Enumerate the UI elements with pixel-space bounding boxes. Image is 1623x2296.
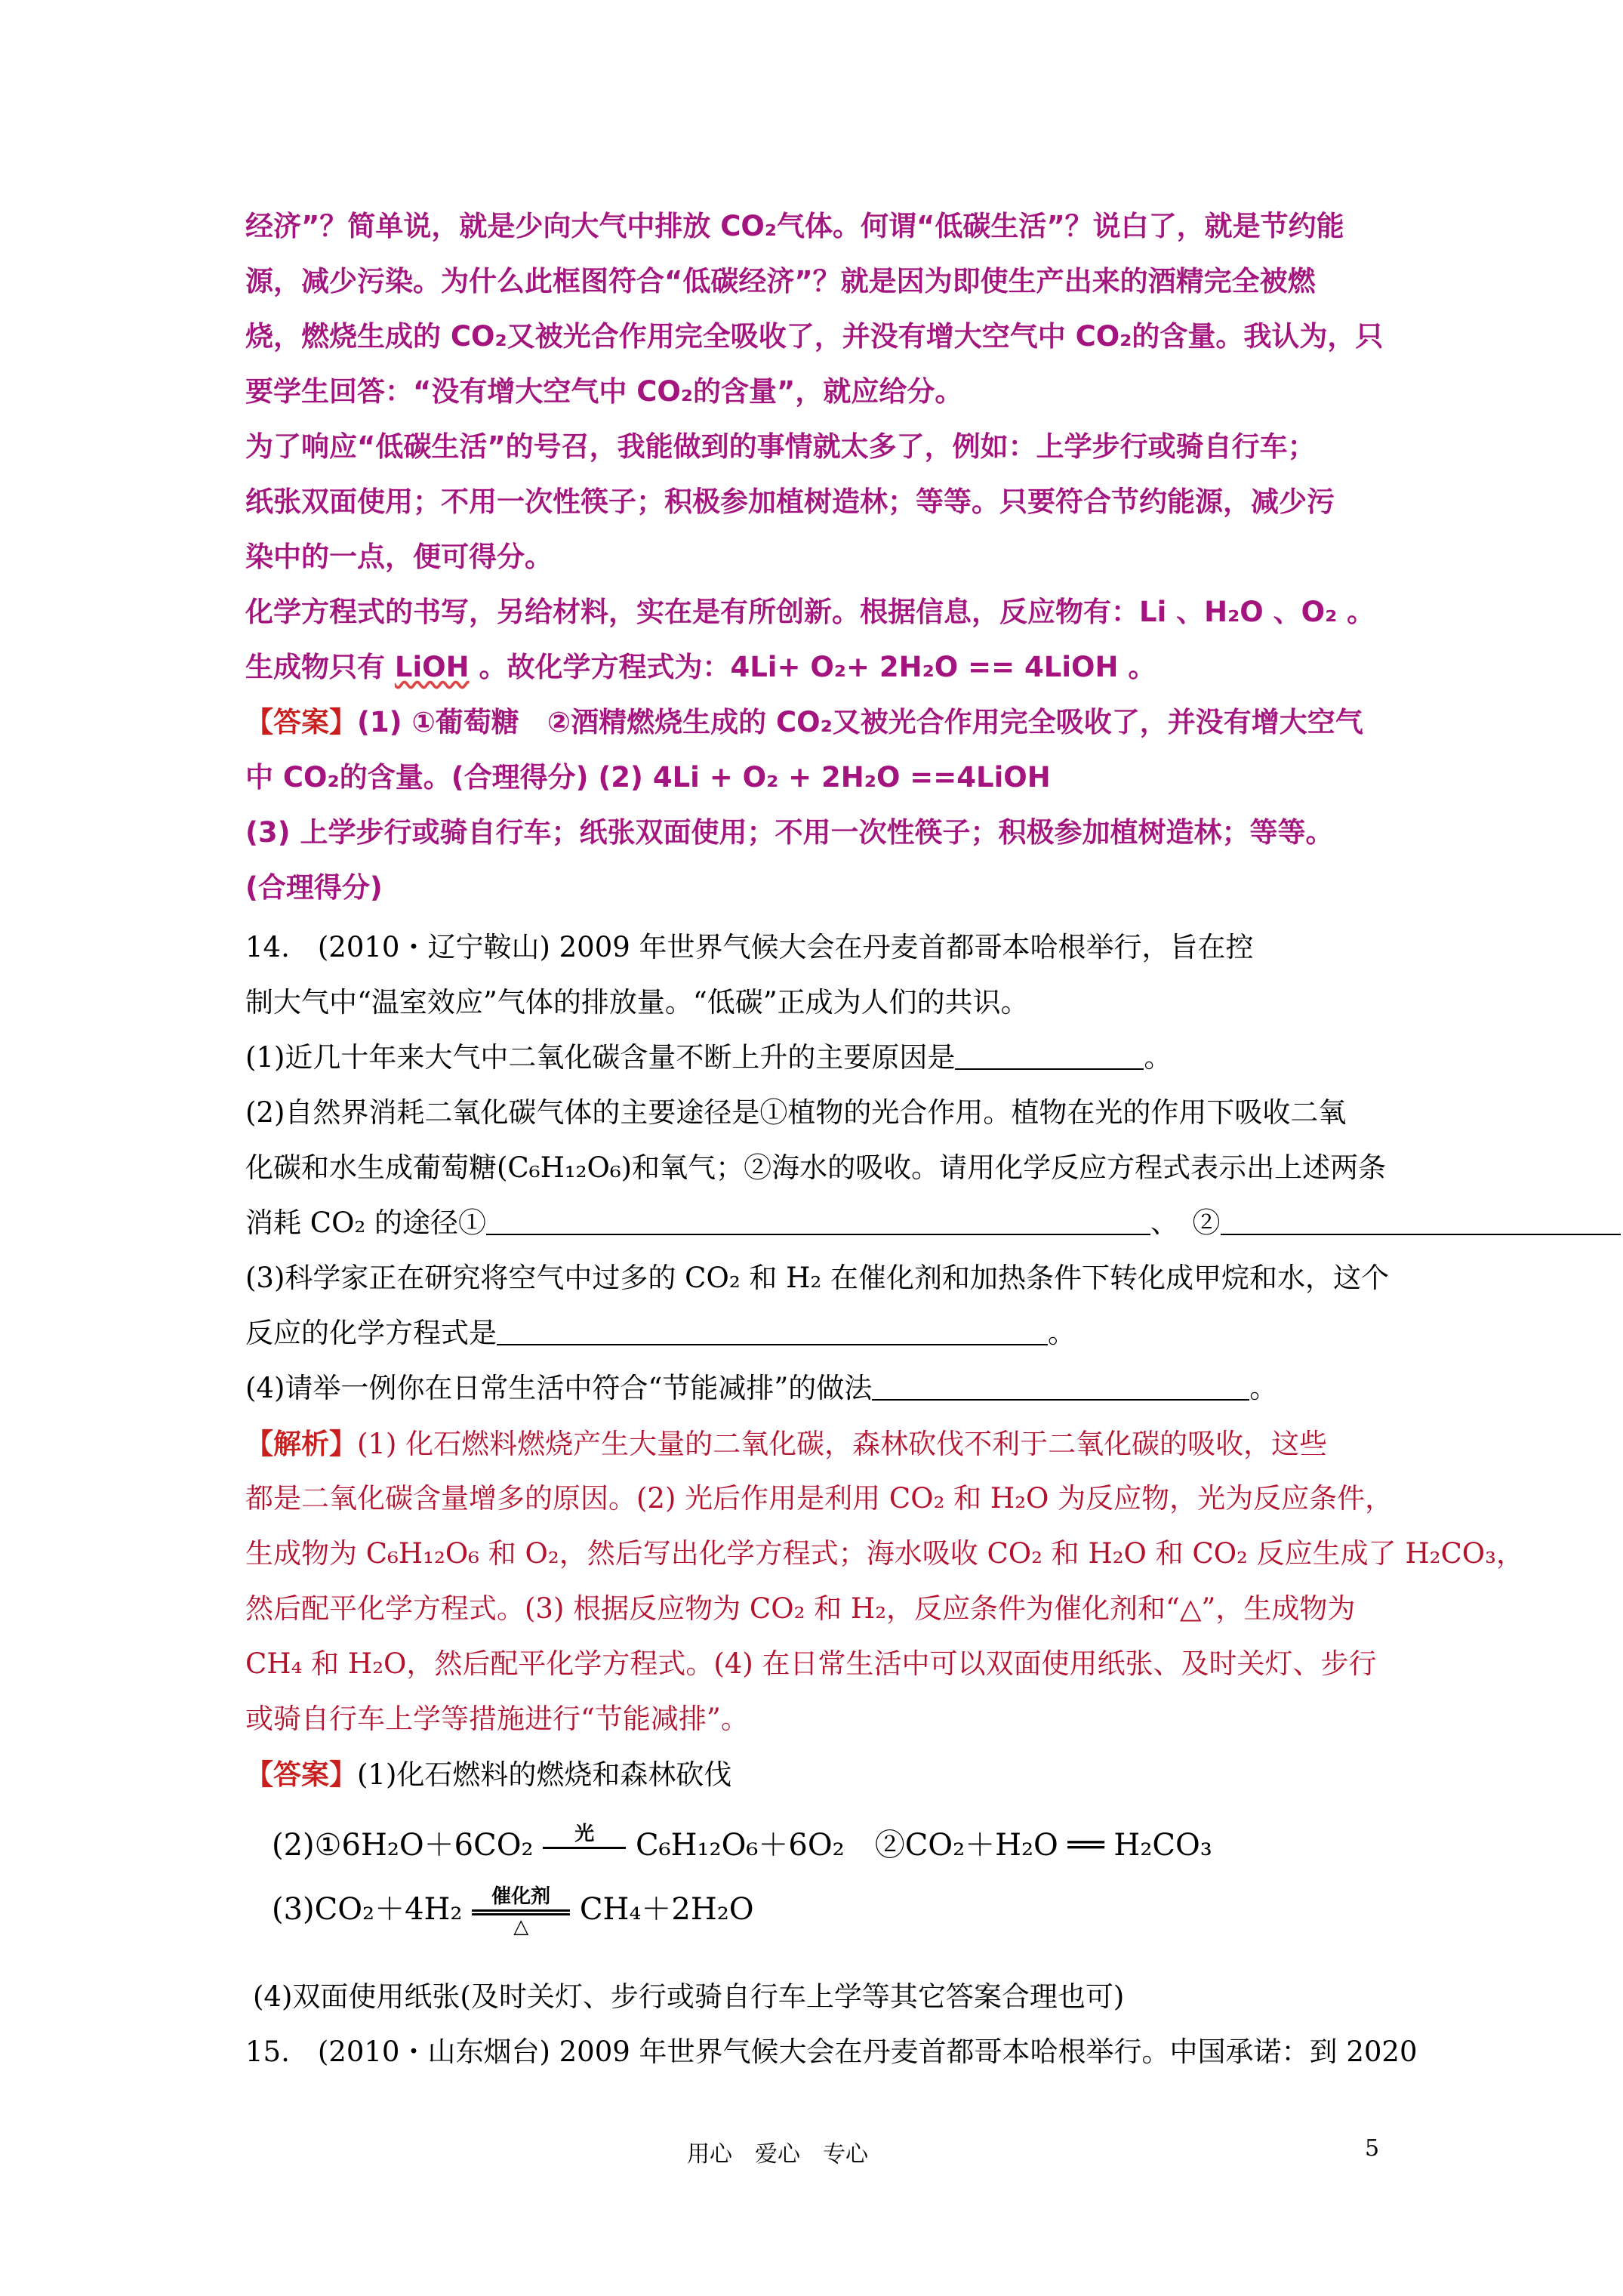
text-fragment: 。故化学方程式为：4Li+ O₂+ 2H₂O == 4LiOH 。 bbox=[469, 651, 1156, 683]
text-fragment: 。 bbox=[1048, 1317, 1076, 1349]
equation-2 bbox=[272, 1885, 754, 1938]
arrow-bar bbox=[472, 1909, 570, 1912]
answer-blank[interactable] bbox=[955, 1041, 1144, 1070]
reaction-condition: △ bbox=[513, 1915, 529, 1938]
text-fragment: (4)请举一例你在日常生活中符合“节能减排”的做法 bbox=[245, 1372, 873, 1404]
question-14-line: 制大气中“温室效应”气体的排放量。“低碳”正成为人们的共识。 bbox=[245, 986, 1029, 1019]
text-line: 源，减少污染。为什么此框图符合“低碳经济”？就是因为即使生产出来的酒精完全被燃 bbox=[245, 265, 1316, 297]
text-line: 纸张双面使用；不用一次性筷子；积极参加植树造林；等等。只要符合节约能源，减少污 bbox=[245, 485, 1335, 518]
analysis-line: CH₄ 和 H₂O，然后配平化学方程式。(4) 在日常生活中可以双面使用纸张、及时关灯、步行 bbox=[245, 1647, 1377, 1680]
analysis-line: 生成物为 C₆H₁₂O₆ 和 O₂，然后写出化学方程式；海水吸收 CO₂ 和 H₂O 和 CO₂ 反应生成了 H₂CO₃， bbox=[245, 1537, 1524, 1570]
text-line: (3) 上学步行或骑自行车；纸张双面使用；不用一次性筷子；积极参加植树造林；等等。 bbox=[245, 816, 1334, 849]
answer-line: (4)双面使用纸张(及时关灯、步行或骑自行车上学等其它答案合理也可) bbox=[253, 1980, 1125, 2013]
question-14-part-4 bbox=[245, 1370, 1277, 1407]
question-14-part-2: 化碳和水生成葡萄糖(C₆H₁₂O₆)和氧气；②海水的吸收。请用化学反应方程式表示出上述两条 bbox=[245, 1151, 1387, 1184]
text-line bbox=[245, 649, 1156, 686]
reaction-condition: 催化剂 bbox=[491, 1885, 551, 1908]
analysis-tag: 【解析】 bbox=[245, 1427, 357, 1460]
text-fragment: (1) 化石燃料燃烧产生大量的二氧化碳，森林砍伐不利于二氧化碳的吸收，这些 bbox=[357, 1428, 1328, 1460]
answer-tag: 【答案】 bbox=[245, 1758, 357, 1791]
question-14-part-2: (2)自然界消耗二氧化碳气体的主要途径是①植物的光合作用。植物在光的作用下吸收二氧 bbox=[245, 1096, 1347, 1129]
text-line: 中 CO₂的含量。(合理得分) (2) 4Li + O₂ + 2H₂O ==4LiOH bbox=[245, 761, 1051, 794]
question-14-part-3 bbox=[245, 1314, 1076, 1352]
equation-products: C₆H₁₂O₆＋6O₂ ②CO₂＋H₂O ══ H₂CO₃ bbox=[636, 1828, 1212, 1863]
equation-products: CH₄＋2H₂O bbox=[579, 1892, 754, 1927]
page-number: 5 bbox=[1365, 2135, 1380, 2162]
question-14-line: 14. (2010・辽宁鞍山) 2009 年世界气候大会在丹麦首都哥本哈根举行，旨在控 bbox=[245, 931, 1254, 963]
reaction-condition: 光 bbox=[574, 1822, 595, 1845]
arrow-with-condition bbox=[543, 1823, 626, 1873]
text-fragment: 生成物只有 bbox=[245, 651, 395, 683]
answer-blank[interactable] bbox=[872, 1372, 1249, 1401]
analysis-line: 或骑自行车上学等措施进行“节能减排”。 bbox=[245, 1703, 749, 1735]
answer-line bbox=[245, 704, 1363, 741]
equation-reactants: (2)①6H₂O＋6CO₂ bbox=[272, 1828, 534, 1863]
analysis-line: 然后配平化学方程式。(3) 根据反应物为 CO₂ 和 H₂，反应条件为催化剂和“△”，生成物为 bbox=[245, 1592, 1356, 1625]
text-line: 经济”？简单说，就是少向大气中排放 CO₂气体。何谓“低碳生活”？说白了，就是节约能 bbox=[245, 210, 1344, 242]
text-line: (合理得分) bbox=[245, 871, 383, 904]
text-fragment: 消耗 CO₂ 的途径① bbox=[245, 1207, 486, 1239]
analysis-line bbox=[245, 1425, 1327, 1463]
text-line: 为了响应“低碳生活”的号召，我能做到的事情就太多了，例如：上学步行或骑自行车； bbox=[245, 430, 1316, 463]
equation-1 bbox=[272, 1821, 1212, 1873]
question-15-line: 15. (2010・山东烟台) 2009 年世界气候大会在丹麦首都哥本哈根举行。中国承诺：到 2020 bbox=[245, 2036, 1418, 2068]
arrow-with-condition bbox=[472, 1885, 570, 1938]
answer-blank[interactable] bbox=[497, 1317, 1048, 1345]
question-14-part-1 bbox=[245, 1039, 1172, 1077]
answer-blank[interactable] bbox=[1221, 1207, 1621, 1235]
text-fragment: (1) ①葡萄糖 ②酒精燃烧生成的 CO₂又被光合作用完全吸收了，并没有增大空气 bbox=[357, 706, 1363, 738]
question-14-part-3: (3)科学家正在研究将空气中过多的 CO₂ 和 H₂ 在催化剂和加热条件下转化成甲烷和水，这个 bbox=[245, 1262, 1390, 1294]
equation-reactants: (3)CO₂＋4H₂ bbox=[272, 1892, 463, 1927]
answer-tag: 【答案】 bbox=[245, 706, 357, 738]
answer-blank[interactable] bbox=[486, 1207, 1150, 1235]
text-fragment: LiOH bbox=[394, 651, 470, 683]
answer-line bbox=[245, 1755, 731, 1794]
condition-spacer bbox=[543, 1851, 626, 1873]
footer-motto: 用心 爱心 专心 bbox=[687, 2141, 868, 2168]
text-fragment: 、 ② bbox=[1150, 1207, 1221, 1239]
text-line: 烧，燃烧生成的 CO₂又被光合作用完全吸收了，并没有增大空气中 CO₂的含量。我认为，只 bbox=[245, 320, 1384, 353]
text-fragment: (1)化石燃料的燃烧和森林砍伐 bbox=[357, 1758, 732, 1791]
text-line: 要学生回答：“没有增大空气中 CO₂的含量”，就应给分。 bbox=[245, 375, 963, 408]
text-line: 染中的一点，便可得分。 bbox=[245, 541, 553, 573]
arrow-bar bbox=[543, 1847, 626, 1849]
text-fragment: 。 bbox=[1144, 1041, 1172, 1074]
text-fragment: 反应的化学方程式是 bbox=[245, 1317, 497, 1349]
text-line: 化学方程式的书写，另给材料，实在是有所创新。根据信息，反应物有：Li 、H₂O 、O₂ 。 bbox=[245, 596, 1375, 628]
analysis-line: 都是二氧化碳含量增多的原因。(2) 光后作用是利用 CO₂ 和 H₂O 为反应物，光为反应条件， bbox=[245, 1482, 1394, 1515]
text-fragment: (1)近几十年来大气中二氧化碳含量不断上升的主要原因是 bbox=[245, 1041, 956, 1074]
question-14-part-2 bbox=[245, 1204, 1621, 1242]
text-fragment: 。 bbox=[1249, 1372, 1278, 1404]
